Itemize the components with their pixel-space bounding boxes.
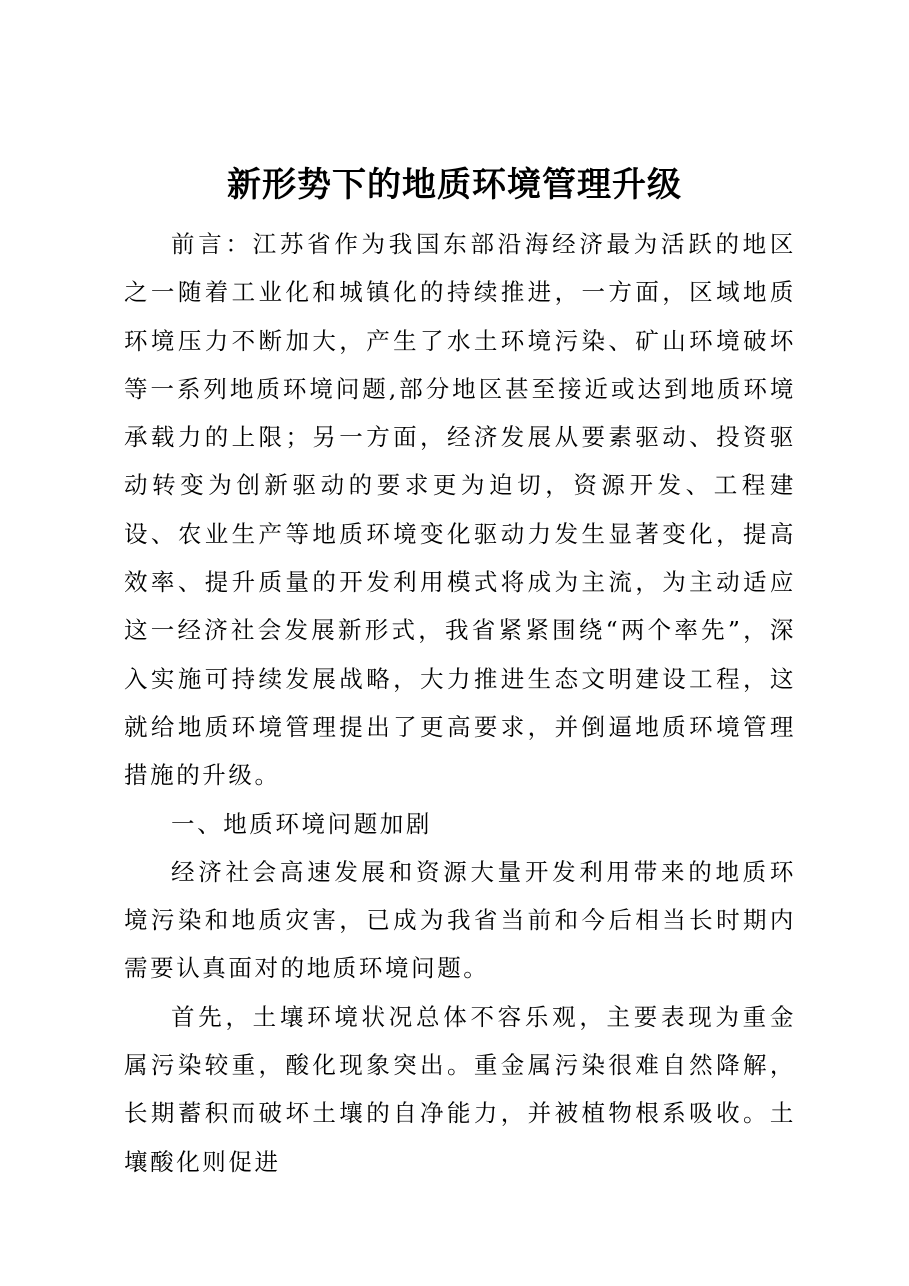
section-heading: 一、地质环境问题加剧 xyxy=(171,809,432,838)
body-paragraph: 经济社会高速发展和资源大量开发利用带来的地质环境污染和地质灾害，已成为我省当前和今后相当长时期内需要认真面对的地质环境问题。 xyxy=(124,857,796,983)
intro-paragraph: 前言：江苏省作为我国东部沿海经济最为活跃的地区之一随着工业化和城镇化的持续推进，一方面，区域地质环境压力不断加大，产生了水土环境污染、矿山环境破坏等一系列地质环境问题,部分地区甚至接近或达到地质环境承载力的上限；另一方面，经济发展从要素驱动、投资驱动转变为创新驱动的要求更为迫切，资源开发、工程建设、农业生产等地质环境变化驱动力发生显著变化，提高效率、提升质量的开发利用模式将成为主流，为主动适应这一经济社会发展新形式，我省紧紧围绕“两个率先”，深入实施可持续发展战略，大力推进生态文明建设工程，这就给地质环境管理提出了更高要求，并倒逼地质环境管理措施的升级。 xyxy=(124,230,796,790)
document-title: 新形势下的地质环境管理升级 xyxy=(227,165,682,205)
document-body xyxy=(124,220,796,1186)
body-paragraph: 首先，土壤环境状况总体不容乐观，主要表现为重金属污染较重，酸化现象突出。重金属污染很难自然降解，长期蓄积而破坏土壤的自净能力，并被植物根系吸收。土壤酸化则促进 xyxy=(124,1002,796,1176)
